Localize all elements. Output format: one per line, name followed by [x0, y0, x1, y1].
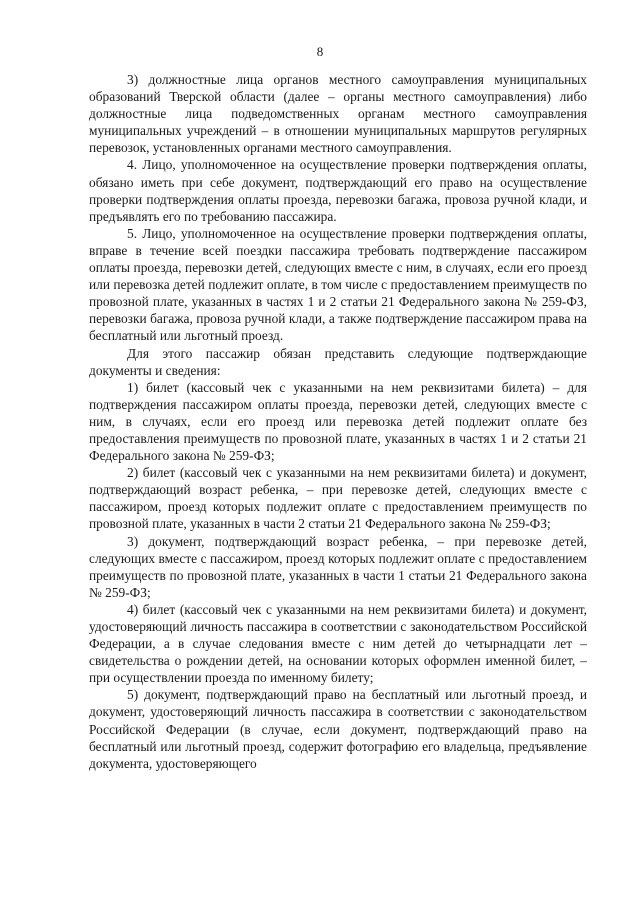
- page-number: 8: [316, 44, 324, 59]
- paragraph-list-item-4: 4) билет (кассовый чек с указанными на нем реквизитами билета) и документ, удостоверяющий личность пассажира в соответствии с законодательством Российской Федерации, а в случае следования вместе с ним детей до четырнадцати лет – свидетельства о рождении детей, на основании которых оформлен именной билет, – при осуществлении проезда по именному билету;: [89, 601, 587, 686]
- paragraph-list-item-5: 5) документ, подтверждающий право на бесплатный или льготный проезд, и документ, удостоверяющий личность пассажира в соответствии с законодательством Российской Федерации (в случае, если документ, подтверждающий право на бесплатный или льготный проезд, содержит фотографию его владельца, предъявление документа, удостоверяющего: [89, 687, 587, 771]
- paragraph-clause-4: 4. Лицо, уполномоченное на осуществление проверки подтверждения оплаты, обязано иметь при себе документ, подтверждающий его право на осуществление проверки подтверждения оплаты проезда, перевозки багажа, провоза ручной клади, и предъявлять его по требованию пассажира.: [89, 157, 587, 224]
- document-body: [89, 71, 587, 772]
- paragraph-list-item-2: 2) билет (кассовый чек с указанными на нем реквизитами билета) и документ, подтверждающий возраст ребенка, – при перевозке детей, следующих вместе с пассажиром, проезд которых подлежит оплате с предоставлением преимуществ по провозной плате, указанных в части 2 статьи 21 Федерального закона № 259-ФЗ;: [89, 465, 587, 532]
- paragraph-documents-intro: Для этого пассажир обязан представить следующие подтверждающие документы и сведения:: [89, 345, 587, 378]
- paragraph-clause-5: 5. Лицо, уполномоченное на осуществление проверки подтверждения оплаты, вправе в течение всей поездки пассажира требовать подтверждение пассажиром оплаты проезда, перевозки детей, следующих вместе с ним, в случаях, если его проезд или перевозка детей подлежит оплате, в том числе с предоставлением преимуществ по провозной плате, указанных в частях 1 и 2 статьи 21 Федерального закона № 259-ФЗ, перевозки багажа, провоза ручной клади, а также подтверждение пассажиром права на бесплатный или льготный проезд.: [89, 225, 587, 344]
- paragraph-list-item-1: 1) билет (кассовый чек с указанными на нем реквизитами билета) – для подтверждения пассажиром оплаты проезда, перевозки детей, следующих вместе с ним, в случаях, если его проезд или перевозка детей подлежит оплате без предоставления преимуществ по провозной плате, указанных в частях 1 и 2 статьи 21 Федерального закона № 259-ФЗ;: [89, 379, 587, 464]
- paragraph-item-3-officials: 3) должностные лица органов местного самоуправления муниципальных образований Тверской области (далее – органы местного самоуправления) либо должностные лица подведомственных органам местного самоуправления муниципальных учреждений – в отношении муниципальных маршрутов регулярных перевозок, установленных органами местного самоуправления.: [89, 72, 587, 156]
- paragraph-list-item-3: 3) документ, подтверждающий возраст ребенка, – при перевозке детей, следующих вместе с пассажиром, проезд которых подлежит оплате с предоставлением преимуществ по провозной плате, указанных в части 1 статьи 21 Федерального закона № 259-ФЗ;: [89, 533, 587, 600]
